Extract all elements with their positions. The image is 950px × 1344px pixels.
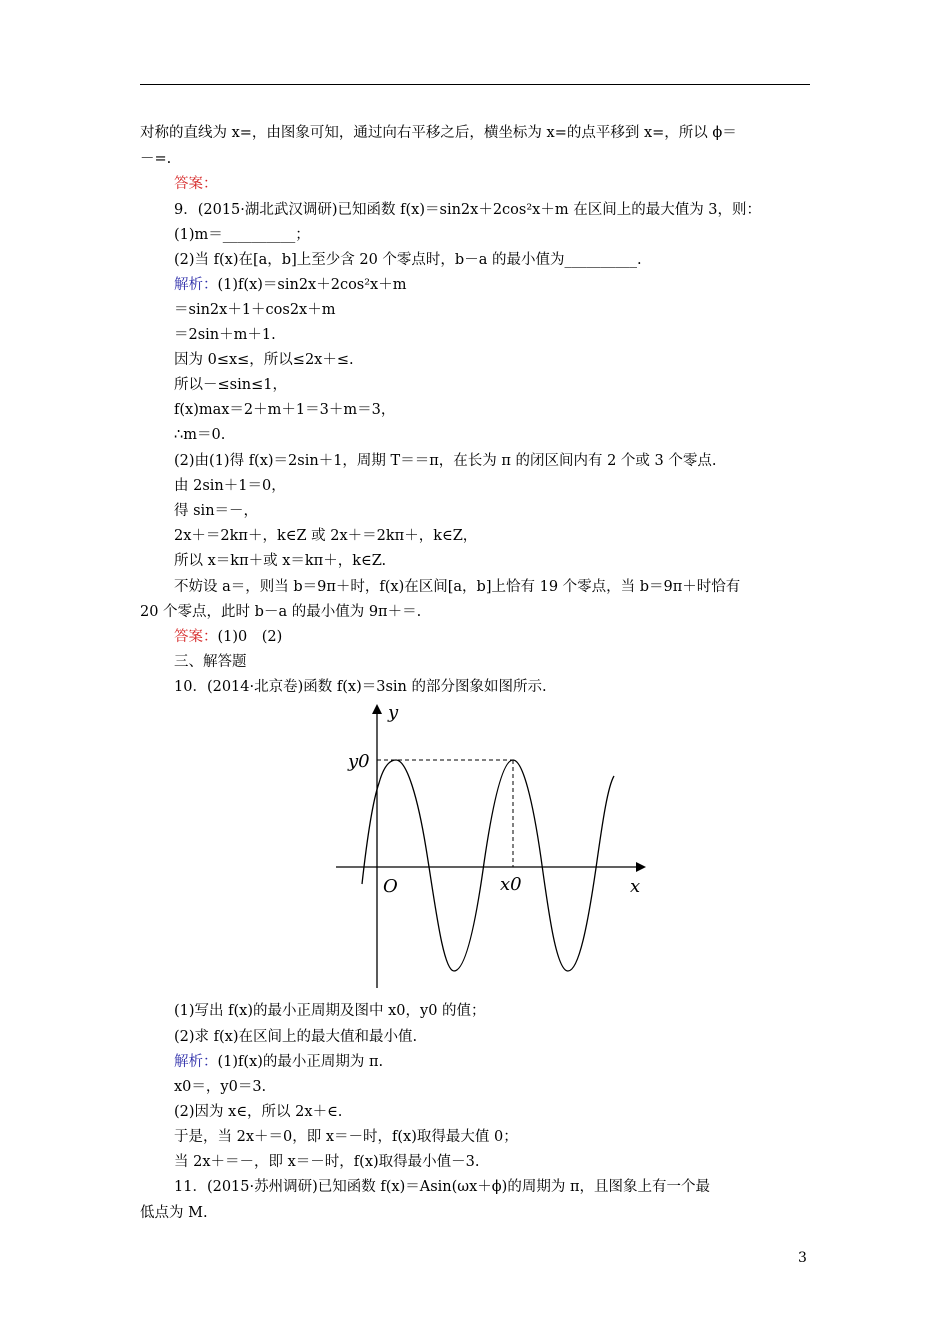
page-number: 3 (798, 1250, 807, 1266)
sine-curve (362, 760, 614, 971)
text-line: (2)求 f(x)在区间上的最大值和最小值. (174, 1029, 418, 1045)
question-9: 9．(2015·湖北武汉调研)已知函数 f(x)＝sin2x＋2cos²x＋m 在区间上的最大值为 3，则： (174, 202, 762, 218)
text-line: 得 sin＝－， (174, 503, 259, 519)
question-10: 10．(2014·北京卷)函数 f(x)＝3sin 的部分图象如图所示. (174, 679, 547, 695)
text-line: 20 个零点，此时 b－a 的最小值为 9π＋＝. (140, 604, 422, 620)
text-line: ＝2sin＋m＋1. (174, 327, 276, 343)
text-line: 由 2sin＋1＝0， (174, 478, 286, 494)
text-line: 于是，当 2x＋＝0，即 x＝－时，f(x)取得最大值 0； (174, 1129, 518, 1145)
text-line: (2)因为 x∈，所以 2x＋∈. (174, 1104, 343, 1120)
question-11: 11．(2015·苏州调研)已知函数 f(x)＝Asin(ωx＋ϕ)的周期为 π，且图象上有一个最 (174, 1179, 710, 1195)
section-heading: 三、解答题 (174, 654, 247, 670)
header-rule (140, 84, 810, 85)
sine-graph (330, 698, 660, 998)
analysis-text: (1)f(x)的最小正周期为 π. (217, 1054, 384, 1070)
answer-text: (1)0 (2) (217, 629, 283, 645)
text-line: (1)写出 f(x)的最小正周期及图中 x0，y0 的值； (174, 1003, 486, 1019)
text-line: 当 2x＋＝－，即 x＝－时，f(x)取得最小值－3. (174, 1154, 480, 1170)
answer-line (174, 627, 282, 647)
analysis-text: (1)f(x)＝sin2x＋2cos²x＋m (217, 277, 407, 293)
y0-label: y0 (348, 751, 370, 772)
text-line: 2x＋＝2kπ＋，k∈Z 或 2x＋＝2kπ＋，k∈Z， (174, 528, 478, 544)
text-line: ＝sin2x＋1＋cos2x＋m (174, 302, 336, 318)
text-line: 对称的直线为 x=，由图象可知，通过向右平移之后，横坐标为 x=的点平移到 x=，所以 ϕ＝ (140, 125, 737, 141)
x-axis-label: x (630, 876, 641, 897)
answer-label: 答案： (174, 176, 218, 192)
text-line: －=. (140, 151, 172, 167)
text-line: 所以 x＝kπ＋或 x＝kπ＋，k∈Z. (174, 553, 387, 569)
analysis-line (174, 1052, 383, 1072)
text-line: 不妨设 a＝，则当 b＝9π＋时，f(x)在区间[a，b]上恰有 19 个零点，当 b＝9π＋时恰有 (174, 579, 741, 595)
analysis-label: 解析： (174, 277, 218, 293)
x0-label: x0 (500, 874, 522, 895)
y-axis-label: y (388, 702, 399, 723)
text-line: ∴m＝0. (174, 427, 226, 443)
text-line: (1)m＝__________； (174, 227, 310, 243)
text-line: 因为 0≤x≤，所以≤2x＋≤. (174, 352, 354, 368)
text-line: (2)当 f(x)在[a，b]上至少含 20 个零点时，b－a 的最小值为__________. (174, 252, 642, 268)
text-line: x0＝，y0＝3. (174, 1079, 267, 1095)
analysis-label: 解析： (174, 1054, 218, 1070)
answer-label: 答案： (174, 629, 218, 645)
analysis-line (174, 275, 406, 295)
text-line: 低点为 M. (140, 1205, 208, 1221)
origin-label: O (383, 876, 398, 897)
text-line: f(x)max＝2＋m＋1＝3＋m＝3， (174, 402, 396, 418)
text-line: 所以－≤sin≤1， (174, 377, 287, 393)
text-line: (2)由(1)得 f(x)＝2sin＋1，周期 T＝＝π，在长为 π 的闭区间内有 2 个或 3 个零点. (174, 453, 717, 469)
